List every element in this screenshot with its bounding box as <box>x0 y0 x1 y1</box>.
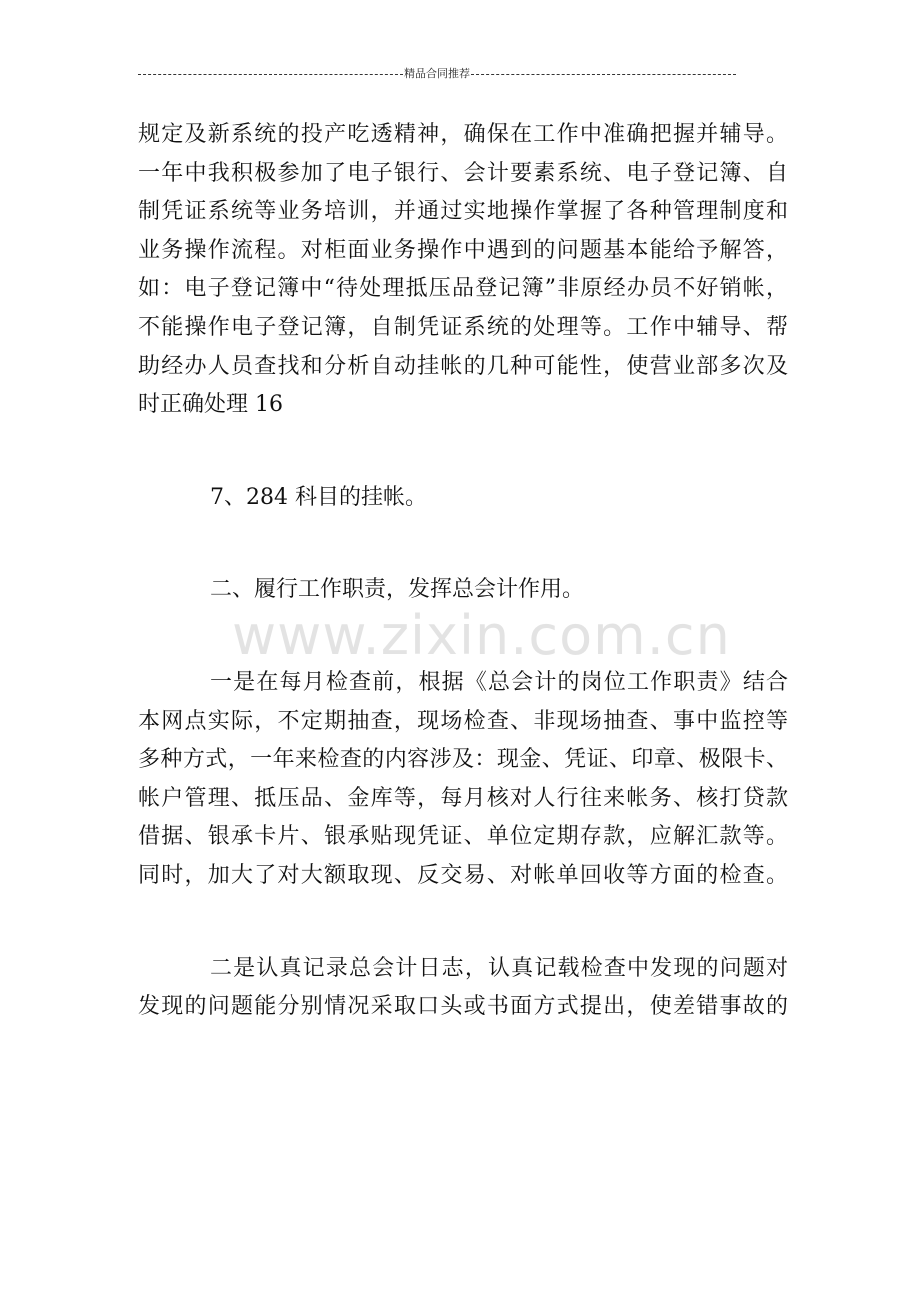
page-header <box>138 66 736 82</box>
watermark: www.zixin.com.cn <box>232 604 731 667</box>
header-right-rule <box>471 74 736 75</box>
paragraph-4 <box>138 950 788 1027</box>
document-body <box>138 116 788 1027</box>
text-line: 一是在每月检查前，根据《总会计的岗位工作职责》结合 <box>210 669 788 695</box>
text-line: 二是认真记录总会计日志，认真记载检查中发现的问题对 <box>210 955 788 981</box>
text-line: 不能操作电子登记簿，自制凭证系统的处理等。工作中辅导、帮 <box>138 314 788 340</box>
paragraph-2 <box>138 479 788 518</box>
text-line: 一年中我积极参加了电子银行、会计要素系统、电子登记簿、自 <box>138 160 788 186</box>
text-line: 时正确处理 16 <box>138 392 283 418</box>
text-line: 规定及新系统的投产吃透精神，确保在工作中准确把握并辅导。 <box>138 122 788 147</box>
text-line: 业务操作流程。对柜面业务操作中遇到的问题基本能给予解答， <box>138 237 788 263</box>
text-line: 本网点实际，不定期抽查，现场检查、非现场抽查、事中监控等 <box>138 708 788 734</box>
paragraph-spacer <box>138 517 788 571</box>
text-line: 7、284 科目的挂帐。 <box>210 484 427 510</box>
text-line: 二、履行工作职责，发挥总会计作用。 <box>210 577 585 603</box>
paragraph-spacer <box>138 896 788 950</box>
text-line: 如：电子登记簿中“待处理抵压品登记簿”非原经办员不好销帐， <box>138 276 788 302</box>
paragraph-3 <box>138 664 788 896</box>
paragraph-spacer <box>138 425 788 479</box>
text-line: 借据、银承卡片、银承贴现凭证、单位定期存款，应解汇款等。 <box>138 824 788 850</box>
paragraph-1 <box>138 116 788 425</box>
text-line: 帐户管理、抵压品、金库等，每月核对人行往来帐务、核打贷款 <box>138 785 788 811</box>
text-line: 助经办人员查找和分析自动挂帐的几种可能性，使营业部多次及 <box>138 353 788 379</box>
header-title: 精品合同推荐 <box>404 67 470 80</box>
text-line: 制凭证系统等业务培训，并通过实地操作掌握了各种管理制度和 <box>138 199 788 225</box>
text-line: 多种方式，一年来检查的内容涉及：现金、凭证、印章、极限卡、 <box>138 747 788 773</box>
paragraph-spacer <box>138 610 788 664</box>
section-heading <box>138 571 788 610</box>
header-left-rule <box>138 74 403 75</box>
text-line: 同时，加大了对大额取现、反交易、对帐单回收等方面的检查。 <box>138 862 788 888</box>
text-line: 发现的问题能分别情况采取口头或书面方式提出，使差错事故的 <box>138 994 788 1020</box>
